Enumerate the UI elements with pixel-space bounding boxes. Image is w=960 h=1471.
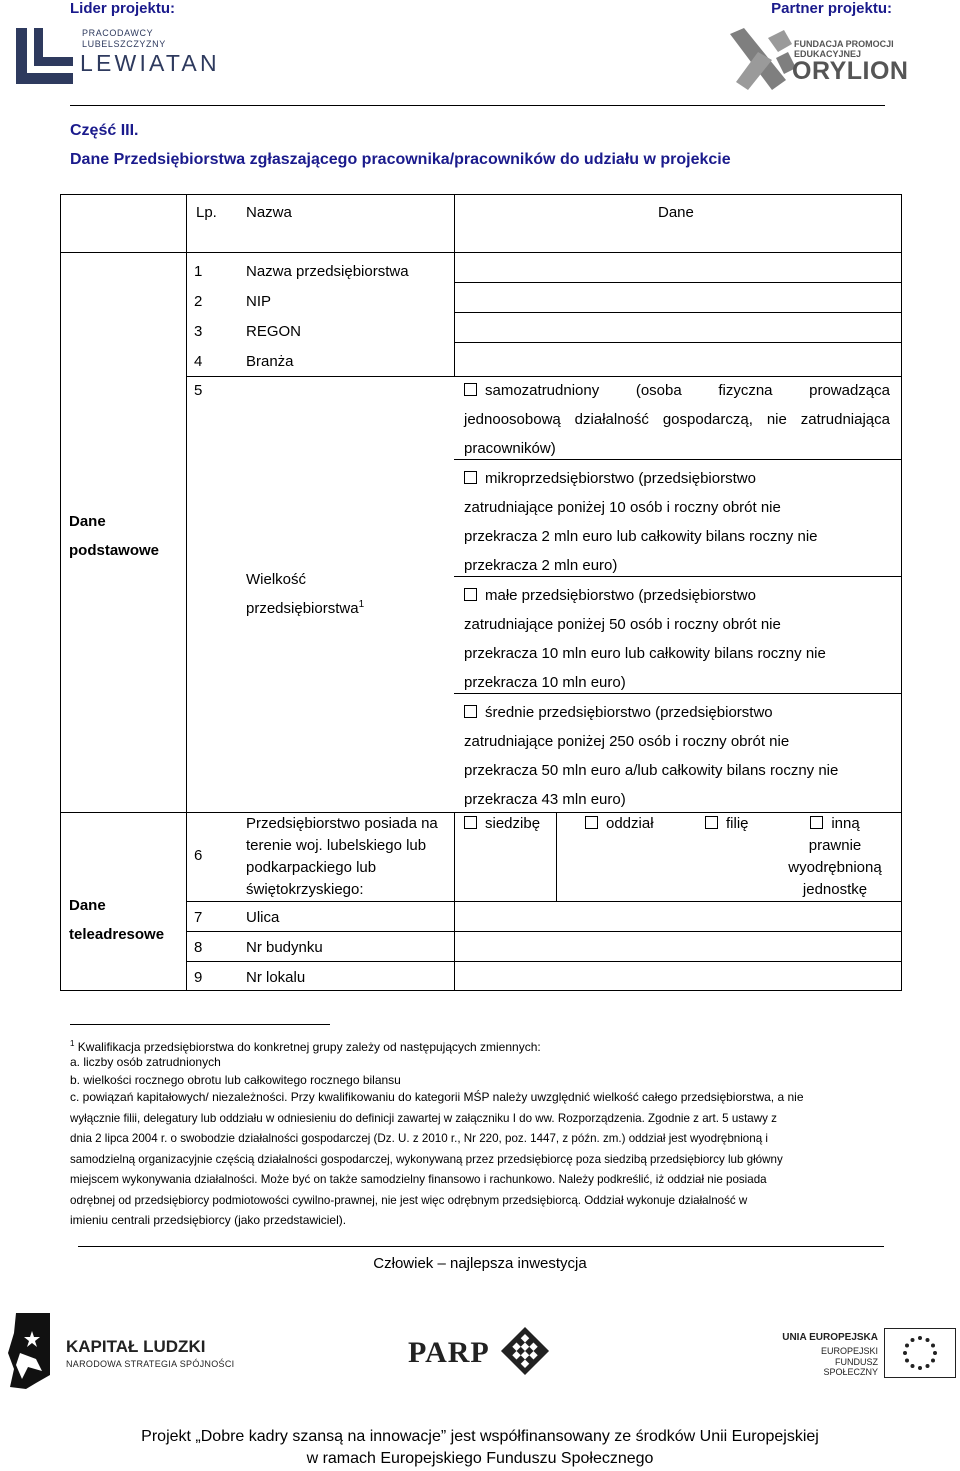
- row-6-lp: 6: [194, 847, 203, 864]
- footnote-p1: Przy kwalifikowaniu do kategorii MŚP należy uwzględnić wielkość całego przedsiębiorstwa, a nie: [290, 1090, 804, 1104]
- size-option-micro-line3: przekracza 2 mln euro lub całkowity bilans roczny nie: [464, 528, 818, 545]
- row-3-name: REGON: [246, 323, 302, 340]
- size-option-micro-line2: zatrudniające poniżej 10 osób i roczny obrót nie: [464, 499, 781, 516]
- eu-line2: EUROPEJSKI: [820, 1346, 878, 1356]
- checkbox-icon[interactable]: [464, 383, 477, 396]
- presence-option-seat[interactable]: siedzibę: [464, 809, 540, 838]
- section-title: Dane Przedsiębiorstwa zgłaszającego pracownika/pracowników do udziału w projekcie: [70, 151, 731, 168]
- size-option-medium[interactable]: średnie przedsiębiorstwo (przedsiębiorstwo: [464, 698, 773, 727]
- presence-option-filia[interactable]: filię: [705, 809, 749, 838]
- footer-slogan: Człowiek – najlepsza inwestycja: [373, 1255, 587, 1272]
- company-data-table: [60, 194, 902, 991]
- parp-logo: [408, 1326, 553, 1382]
- footnote-p6: odrębnej od przedsiębiorcy podmiotowości cywilno-prawnej, nie jest więc odrębnym przedsiębiorcą. Oddział wykonuje działalność w: [70, 1194, 748, 1207]
- footnote-c: c. powiązań kapitałowych/ niezależności.: [70, 1090, 288, 1104]
- row-5-name-line2: przedsiębiorstwa$^1$: [246, 599, 365, 617]
- kapital-ludzki-mark-icon: [6, 1313, 56, 1389]
- footnote-a: a. liczby osób zatrudnionych: [70, 1055, 221, 1069]
- group-basic-line1: Dane: [69, 513, 106, 530]
- size-option-micro-line4: przekracza 2 mln euro): [464, 557, 618, 574]
- size-option-small-line4: przekracza 10 mln euro): [464, 674, 626, 691]
- footnote-p7: imieniu centrali przedsiębiorcy (jako przedstawiciel).: [70, 1213, 347, 1227]
- footnote-p5: miejscem wykonywania działalności. Może być on także samodzielny finansowo i rachunkowo. Należy podkreślić, iż oddział nie posiada: [70, 1173, 767, 1186]
- row-6-name: Przedsiębiorstwo posiada na terenie woj. lubelskiego lub podkarpackiego lub świętokrzyskiego:: [246, 815, 438, 898]
- size-option-small-line3: przekracza 10 mln euro lub całkowity bilans roczny nie: [464, 645, 826, 662]
- project-line1: Projekt „Dobre kadry szansą na innowacje” jest współfinansowany ze środków Unii Europejskiej: [141, 1428, 819, 1445]
- checkbox-icon[interactable]: [585, 816, 598, 829]
- row-3-lp: 3: [194, 323, 203, 340]
- size-option-micro[interactable]: mikroprzedsiębiorstwo (przedsiębiorstwo: [464, 464, 756, 493]
- checkbox-icon[interactable]: [705, 816, 718, 829]
- kapital-ludzki-logo: [6, 1313, 246, 1393]
- group-basic-line2: podstawowe: [69, 542, 160, 559]
- lewiatan-logo: [16, 26, 226, 92]
- row-9-lp: 9: [194, 969, 203, 986]
- footnote-ref: 1: [358, 599, 365, 610]
- eu-logo: [780, 1328, 958, 1380]
- row-2-name: NIP: [246, 293, 272, 310]
- header-data: Dane: [658, 204, 694, 221]
- size-option-small[interactable]: małe przedsiębiorstwo (przedsiębiorstwo: [464, 581, 756, 610]
- kl-line1: KAPITAŁ LUDZKI: [66, 1337, 206, 1356]
- size-option-small-line2: zatrudniające poniżej 50 osób i roczny obrót nie: [464, 616, 781, 633]
- parp-mark-icon: [500, 1326, 550, 1376]
- row-4-name: Branża: [246, 353, 294, 370]
- group-address-line2: teleadresowe: [69, 926, 165, 943]
- row-1-lp: 1: [194, 263, 203, 280]
- checkbox-icon[interactable]: [464, 705, 477, 718]
- lewiatan-line3: LEWIATAN: [80, 50, 220, 76]
- header-lp: Lp.: [196, 204, 217, 221]
- header-name: Nazwa: [246, 204, 292, 221]
- partner-label: Partner projektu:: [771, 0, 892, 17]
- row-7-name: Ulica: [246, 909, 280, 926]
- orylion-mark-icon: [728, 24, 798, 94]
- presence-option-other[interactable]: inną prawnie wyodrębnioną jednostkę: [788, 815, 882, 898]
- footnote-p3: dnia 2 lipca 2004 r. o swobodzie działalności gospodarczej (Dz. U. z 2010 r., Nr 220, poz. 1447, z późn. zm.) oddział jest wyodrębnioną i: [70, 1132, 768, 1145]
- orylion-line3: ORYLION: [792, 57, 909, 85]
- checkbox-icon[interactable]: [464, 588, 477, 601]
- footnote-p4: samodzielną organizacyjnie częścią działalności gospodarczej, wykonywaną przez przedsiębiorcę poza siedzibą przedsiębiorcy lub główny: [70, 1153, 783, 1166]
- row-9-name: Nr lokalu: [246, 969, 306, 986]
- eu-line1: UNIA EUROPEJSKA: [782, 1332, 878, 1343]
- row-8-name: Nr budynku: [246, 939, 323, 956]
- header-divider: [70, 105, 885, 106]
- orylion-logo: [728, 24, 928, 94]
- size-option-self-employed-line3: pracowników): [464, 440, 556, 457]
- footnote-p2: wyłącznie filii, delegatury lub oddziału w odniesieniu do definicji zawartej w załączniku I do ww. Rozporządzenia. Zgodnie z art. 5 ustawy z: [70, 1112, 777, 1125]
- lewiatan-line1: PRACODAWCY: [82, 28, 154, 38]
- footer-divider: [78, 1246, 884, 1247]
- size-option-medium-line3: przekracza 50 mln euro a/lub całkowity bilans roczny nie: [464, 762, 839, 779]
- orylion-line1: FUNDACJA PROMOCJI: [794, 39, 894, 49]
- row-1-name: Nazwa przedsiębiorstwa: [246, 263, 409, 280]
- size-option-self-employed-line2: jednoosobową działalność gospodarczą, nie zatrudniająca: [464, 411, 890, 428]
- row-5-lp: 5: [194, 382, 203, 399]
- size-option-medium-line2: zatrudniające poniżej 250 osób i roczny obrót nie: [464, 733, 790, 750]
- row-7-lp: 7: [194, 909, 203, 926]
- project-line2: w ramach Europejskiego Funduszu Społecznego: [306, 1450, 654, 1467]
- parp-text: PARP: [408, 1336, 490, 1369]
- eu-flag-icon: [884, 1328, 956, 1378]
- footnote-divider: [70, 1024, 330, 1025]
- lewiatan-line2: LUBELSZCZYZNY: [82, 39, 166, 49]
- row-8-lp: 8: [194, 939, 203, 956]
- orylion-line2: EDUKACYJNEJ: [794, 49, 862, 59]
- section-part: Część III.: [70, 122, 139, 139]
- checkbox-icon[interactable]: [464, 816, 477, 829]
- checkbox-icon[interactable]: [464, 471, 477, 484]
- presence-option-branch[interactable]: oddział: [585, 809, 654, 838]
- eu-line3: FUNDUSZ SPOŁECZNY: [823, 1357, 878, 1377]
- kl-line2: NARODOWA STRATEGIA SPÓJNOŚCI: [66, 1359, 235, 1369]
- row-2-lp: 2: [194, 293, 203, 310]
- checkbox-icon[interactable]: [810, 816, 823, 829]
- footnote-b: b. wielkości rocznego obrotu lub całkowitego rocznego bilansu: [70, 1073, 401, 1087]
- size-option-self-employed[interactable]: samozatrudniony (osoba fizyczna prowadząca: [464, 376, 890, 405]
- footnote-c-line: [70, 1088, 892, 1108]
- footnote-intro: $^1$ Kwalifikacja przedsiębiorstwa do konkretnej grupy zależy od następujących zmiennych:: [70, 1039, 541, 1054]
- leader-label: Lider projektu:: [70, 0, 176, 17]
- row-4-lp: 4: [194, 353, 203, 370]
- size-option-medium-line4: przekracza 43 mln euro): [464, 791, 626, 808]
- group-address-line1: Dane: [69, 897, 106, 914]
- row-5-name-line1: Wielkość: [246, 571, 307, 588]
